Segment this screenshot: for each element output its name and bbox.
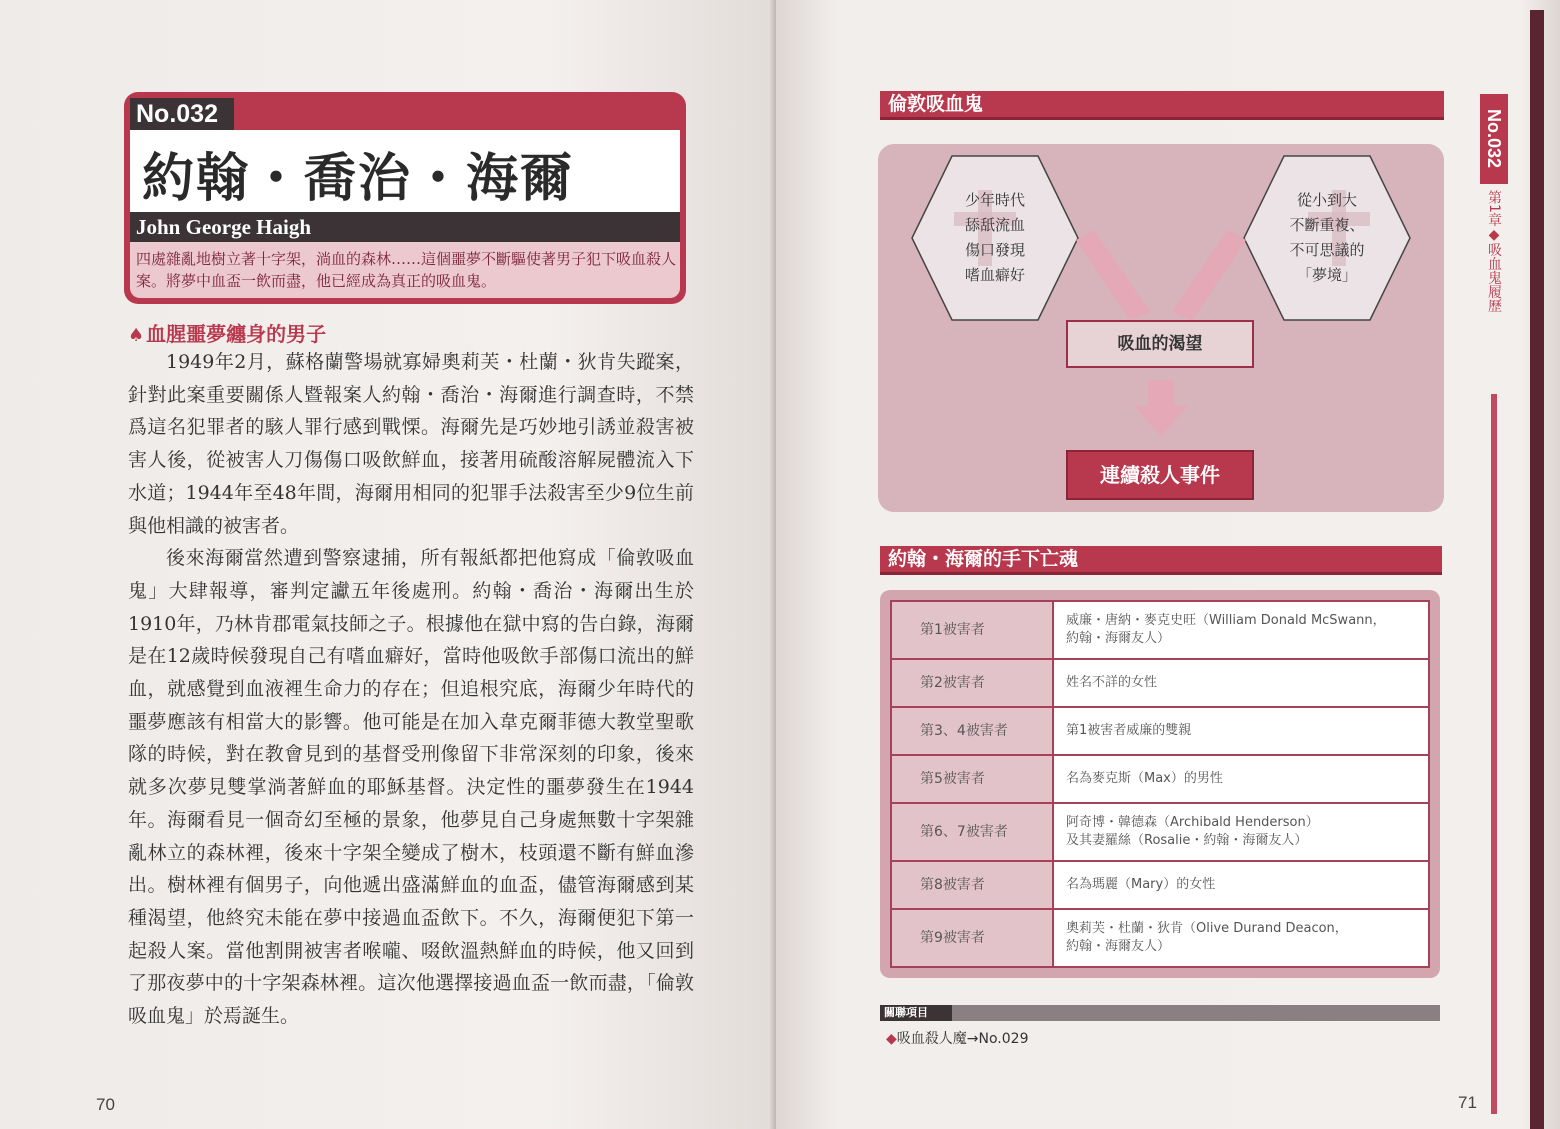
related-link[interactable] [886,1028,1028,1048]
victim-label: 第9被害者 [891,909,1053,967]
body-text [128,346,694,1033]
hex-left-line: 傷口發現 [964,241,1025,259]
victim-label: 第6、7被害者 [891,803,1053,861]
arrow-left-icon [1076,230,1150,320]
side-line [1491,394,1497,1114]
event-box: 連續殺人事件 [1066,450,1254,500]
diamond-icon: ◆ [886,1031,897,1047]
table-row [891,659,1429,707]
arrow-right-icon [1172,230,1246,320]
hex-left-line: 少年時代 [964,191,1025,209]
victim-desc: 姓名不詳的女性 [1053,659,1429,707]
paragraph: 後來海爾當然遭到警察逮捕，所有報紙都把他寫成「倫敦吸血鬼」大肆報導，審判定讞五年後處刑。約翰・喬治・海爾出生於1910年，乃林肯郡電氣技師之子。根據他在獄中寫的告白錄，海爾是在12歲時候發現自己有嗜血癖好，當時他吸飲手部傷口流出的鮮血，就感覺到血液裡生命力的存在；但追根究底，海爾少年時代的噩夢應該有相當大的影響。他可能是在加入韋克爾菲德大教堂聖歌隊的時候，對在教會見到的基督受刑像留下非常深刻的印象，後來就多次夢見雙掌淌著鮮血的耶穌基督。決定性的噩夢發生在1944年。海爾看見一個奇幻至極的景象，他夢見自己身處無數十字架雜亂林立的森林裡，後來十字架全變成了樹木，枝頭還不斷有鮮血滲出。樹林裡有個男子，向他遞出盛滿鮮血的血盃，儘管海爾感到某種渴望，他終究未能在夢中接過血盃飲下。不久，海爾便犯下第一起殺人案。當他割開被害者喉嚨、啜飲溫熱鮮血的時候，他又回到了那夜夢中的十字架森林裡。這次他選擇接過血盃一飲而盡，「倫敦吸血鬼」於焉誕生。 [128,547,694,1028]
table-row [891,861,1429,909]
entry-header [124,92,686,304]
arrow-down-icon [1134,380,1188,436]
entry-number-tag: No.032 [130,98,234,130]
hex-right-line: 不可思議的 [1289,241,1365,259]
diagram [878,144,1444,512]
victim-label: 第1被害者 [891,601,1053,659]
summary-text: 四處雜亂地樹立著十字架，淌血的森林……這個噩夢不斷驅使著男子犯下吸血殺人案。將夢中血盃一飲而盡，他已經成為真正的吸血鬼。 [136,250,677,290]
page-number-right: 71 [1458,1093,1477,1112]
victim-desc: 威廉・唐納・麥克史旺（William Donald McSwann， 約翰・海爾友人） [1053,601,1429,659]
table-row [891,601,1429,659]
related-link-text[interactable]: 吸血殺人魔→No.029 [896,1031,1029,1047]
page-edge [1530,10,1544,1129]
victim-label: 第2被害者 [891,659,1053,707]
related-tag: 關聯項目 [880,1005,952,1021]
hex-right-line: 從小到大 [1296,191,1357,209]
paragraph: 1949年2月，蘇格蘭警場就寡婦奧莉芙・杜蘭・狄肯失蹤案，針對此案重要關係人暨報案人約翰・喬治・海爾進行調查時，不禁爲這名犯罪者的駭人罪行感到戰慄。海爾先是巧妙地引誘並殺害被害人後，從被害人刀傷傷口吸飲鮮血，接著用硫酸溶解屍體流入下水道；1944年至48年間，海爾用相同的犯罪手法殺害至少9位生前與他相識的被害者。 [128,351,694,537]
diagram-title-bar: 倫敦吸血鬼 [880,91,1444,117]
side-chapter: 第1章◆吸血鬼履歷 [1486,190,1502,313]
victim-desc: 第1被害者威廉的雙親 [1053,707,1429,755]
summary-box [130,242,680,298]
hex-left-line: 嗜血癖好 [964,266,1025,284]
table-row [891,909,1429,967]
table-row [891,803,1429,861]
title-box [130,130,680,212]
victim-desc: 名為瑪麗（Mary）的女性 [1053,861,1429,909]
side-tab [1480,94,1508,1010]
victim-desc: 奧莉芙・杜蘭・狄肯（Olive Durand Deacon， 約翰・海爾友人） [1053,909,1429,967]
table-row [891,707,1429,755]
spade-icon: ♠ [128,325,145,346]
victim-label: 第8被害者 [891,861,1053,909]
hex-right-line: 不斷重複、 [1289,216,1365,234]
victims-table [890,600,1430,968]
victim-label: 第3、4被害者 [891,707,1053,755]
desire-box: 吸血的渴望 [1066,320,1254,368]
victim-label: 第5被害者 [891,755,1053,803]
hex-right-line: 「夢境」 [1296,266,1357,284]
section-heading-text: 血腥噩夢纏身的男子 [146,322,327,346]
related-bar [880,1005,1440,1021]
side-number: No.032 [1480,94,1508,184]
table-title-bar: 約翰・海爾的手下亡魂 [880,546,1442,572]
victim-desc: 名為麥克斯（Max）的男性 [1053,755,1429,803]
left-page [0,0,776,1129]
victim-desc: 阿奇博・韓德森（Archibald Henderson） 及其妻羅絲（Rosalie・約翰・海爾友人） [1053,803,1429,861]
table-row [891,755,1429,803]
section-heading [128,318,326,347]
english-title: John George Haigh [130,212,680,242]
victims-table-wrap [880,590,1440,978]
page-number-left: 70 [96,1095,115,1114]
hex-left-line: 舔舐流血 [964,216,1025,234]
page-title: 約翰・喬治・海爾 [142,149,575,209]
